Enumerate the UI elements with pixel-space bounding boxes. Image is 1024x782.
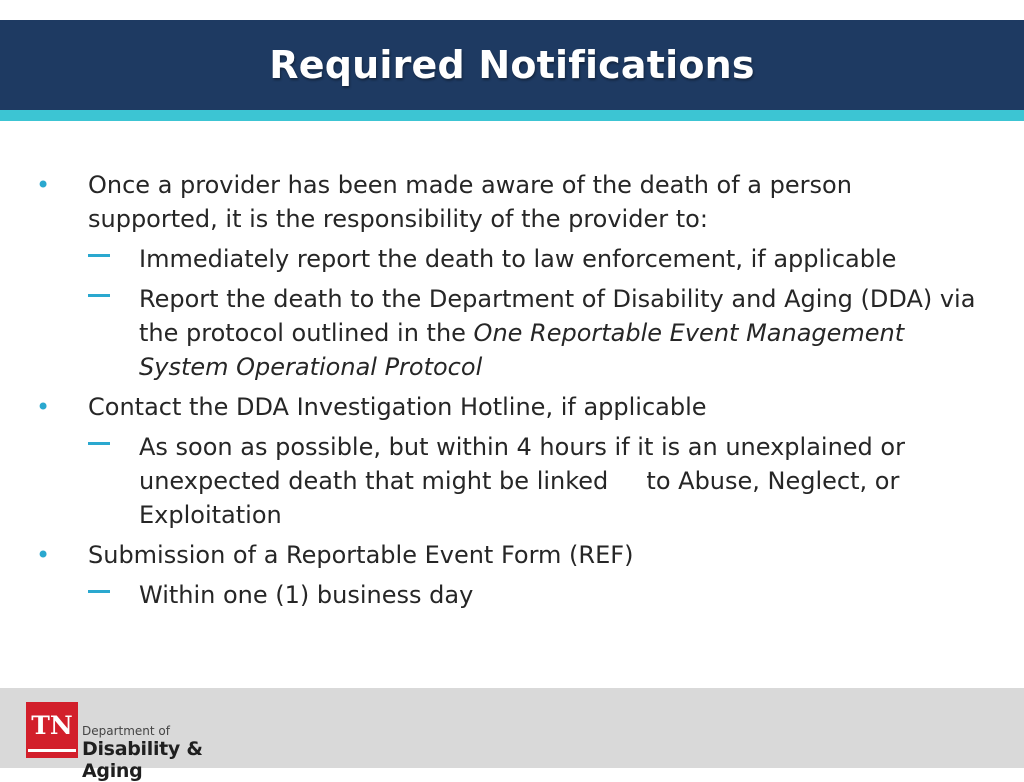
dash-icon (88, 294, 110, 297)
sub-bullet-text: Report the death to the Department of Disability and Aging (DDA) via the protocol outlined in the (139, 285, 976, 347)
bullet-dot-icon: • (36, 171, 51, 199)
tn-logo-mark (26, 702, 78, 758)
bullet-item (0, 390, 1024, 424)
dash-icon (88, 442, 110, 445)
sub-bullet-item (0, 430, 1024, 532)
title-accent-stripe (0, 110, 1024, 121)
sub-bullet-item (0, 578, 1024, 612)
protocol-title: One Reportable Event Management System Operational Protocol (139, 319, 905, 381)
sub-bullet-item (0, 242, 1024, 276)
title-bar (0, 20, 1024, 110)
bullet-text: Submission of a Reportable Event Form (REF) (88, 541, 634, 569)
sub-bullet-text: As soon as possible, but within 4 hours if it is an unexplained or unexpected death that might be linked to Abuse, Neglect, or Exploitation (139, 433, 913, 529)
bullet-dot-icon: • (36, 541, 51, 569)
sub-bullet-text: Immediately report the death to law enforcement, if applicable (139, 245, 897, 273)
slide-title: Required Notifications (269, 43, 755, 87)
bullet-item (0, 168, 1024, 236)
sub-bullet-text: Within one (1) business day (139, 581, 474, 609)
bullet-text: Once a provider has been made aware of the death of a person supported, it is the responsibility of the provider to: (88, 171, 852, 233)
department-line-2: Disability & Aging (82, 738, 203, 782)
bullet-dot-icon: • (36, 393, 51, 421)
dash-icon (88, 590, 110, 593)
department-line-1: Department of (82, 724, 170, 738)
content-body (0, 168, 1024, 618)
dash-icon (88, 254, 110, 257)
bullet-item (0, 538, 1024, 572)
sub-bullet-item (0, 282, 1024, 384)
tn-logo-text: TN (31, 711, 73, 740)
department-logo (26, 702, 266, 782)
tn-logo-underline (28, 749, 76, 752)
bullet-text: Contact the DDA Investigation Hotline, if applicable (88, 393, 707, 421)
